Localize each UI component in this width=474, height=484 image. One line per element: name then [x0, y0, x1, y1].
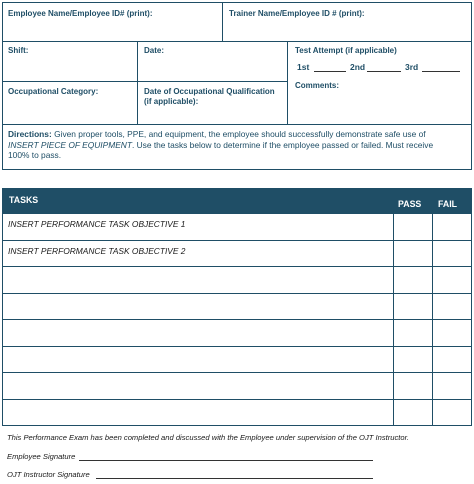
attempt-2-line[interactable]	[367, 71, 401, 72]
employee-name-box[interactable]	[2, 2, 223, 42]
occupational-category-label: Occupational Category:	[8, 87, 99, 96]
instructor-signature-line[interactable]	[96, 478, 373, 479]
employee-signature-line[interactable]	[79, 460, 373, 461]
qualification-date-label-1: Date of Occupational Qualification	[144, 87, 275, 96]
tasks-header-label: TASKS	[9, 195, 39, 205]
fail-cell[interactable]	[432, 372, 472, 400]
trainer-name-box[interactable]	[222, 2, 472, 42]
pass-cell[interactable]	[393, 346, 433, 374]
completion-statement: This Performance Exam has been completed and discussed with the Employee under supervision of the OJT Instructor.	[7, 433, 409, 442]
directions-label: Directions:	[8, 129, 52, 139]
attempt-3-line[interactable]	[422, 71, 460, 72]
attempt-row	[297, 62, 309, 72]
task-objective-text: INSERT PERFORMANCE TASK OBJECTIVE 2	[8, 245, 186, 256]
attempt-2: 2nd	[350, 62, 366, 72]
table-row	[2, 293, 394, 321]
employee-signature-label: Employee Signature	[7, 452, 76, 461]
fail-cell[interactable]	[432, 240, 472, 268]
fail-cell[interactable]	[432, 266, 472, 294]
pass-cell[interactable]	[393, 399, 433, 427]
table-row	[2, 399, 394, 427]
test-attempt-label: Test Attempt (if applicable)	[295, 46, 397, 55]
qualification-date-label-2: (if applicable):	[144, 97, 199, 106]
pass-cell[interactable]	[393, 319, 433, 347]
pass-header-label: PASS	[398, 199, 422, 209]
shift-label: Shift:	[8, 46, 29, 55]
fail-cell[interactable]	[432, 346, 472, 374]
attempt-3: 3rd	[405, 62, 419, 72]
attempt-2-wrap	[350, 62, 365, 72]
comments-label: Comments:	[295, 81, 340, 90]
fail-cell[interactable]	[432, 399, 472, 427]
directions-line-2: . Use the tasks below to determine if the employee passed or failed. Must receive	[131, 139, 434, 150]
fail-cell[interactable]	[432, 319, 472, 347]
pass-cell[interactable]	[393, 372, 433, 400]
instructor-signature-label: OJT Instructor Signature	[7, 470, 90, 479]
directions-line-3: 100% to pass.	[8, 150, 62, 160]
fail-header-label: FAIL	[438, 199, 458, 209]
attempt-3-wrap	[405, 62, 418, 72]
table-row	[2, 346, 394, 374]
directions-text	[8, 129, 468, 161]
table-row	[2, 319, 394, 347]
pass-cell[interactable]	[393, 266, 433, 294]
pass-cell[interactable]	[393, 213, 433, 241]
attempt-1-line[interactable]	[314, 71, 346, 72]
pass-cell[interactable]	[393, 293, 433, 321]
employee-name-label: Employee Name/Employee ID# (print):	[8, 9, 153, 18]
directions-line-1: Given proper tools, PPE, and equipment, the employee should successfully demonstrate safe use of	[51, 129, 426, 139]
fail-cell[interactable]	[432, 293, 472, 321]
pass-cell[interactable]	[393, 240, 433, 268]
trainer-name-label: Trainer Name/Employee ID # (print):	[229, 9, 365, 18]
table-row	[2, 372, 394, 400]
table-row	[2, 266, 394, 294]
date-label: Date:	[144, 46, 165, 55]
attempt-1: 1st	[297, 62, 310, 72]
fail-cell[interactable]	[432, 213, 472, 241]
directions-equipment: INSERT PIECE OF EQUIPMENT	[8, 139, 132, 150]
task-objective-text: INSERT PERFORMANCE TASK OBJECTIVE 1	[8, 219, 186, 229]
